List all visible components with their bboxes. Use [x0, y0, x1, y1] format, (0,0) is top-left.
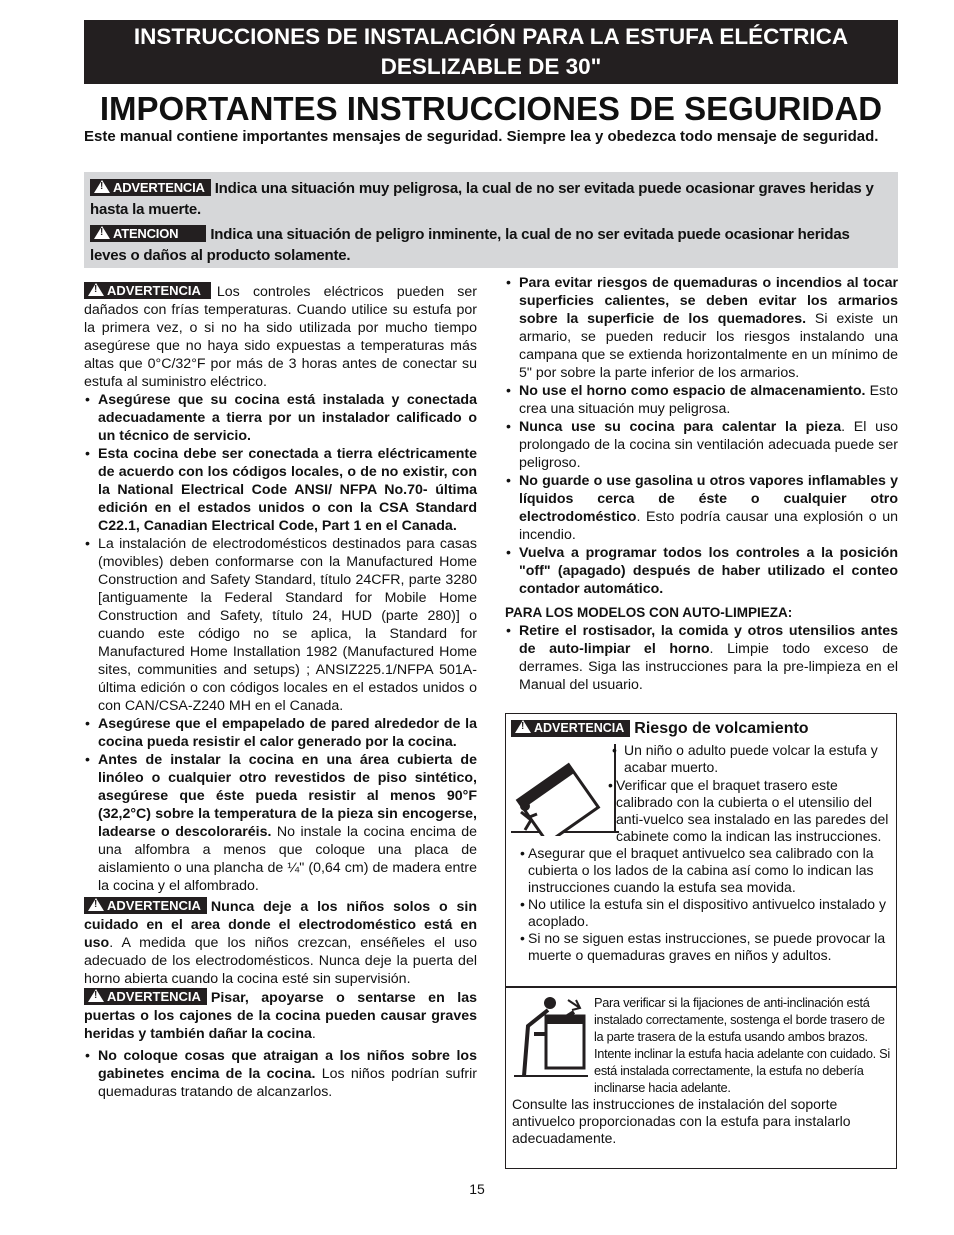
- definition-advertencia: !ADVERTENCIA Indica una situación muy peligrosa, la cual de no ser evitada puede ocasionar graves heridas y hasta la muerte.: [90, 178, 890, 220]
- tip-over-list-top: [610, 742, 894, 776]
- advertencia-label: !ADVERTENCIA: [511, 720, 630, 737]
- warning-icon: [88, 283, 104, 296]
- list-item: • Esta cocina debe ser conectada a tierra eléctricamente de acuerdo con los códigos locales, o de no existir, con la National Electrical Code ANSI/ NFPA No.70- última edición en el estados unidos o con la CSA Standard C22.1, Canadian Electrical Code, Part 1 en el Canada.: [84, 445, 477, 535]
- advertencia-label: !ADVERTENCIA: [90, 179, 211, 196]
- list-item: • Vuelva a programar todos los controles a la posición "off" (apagado) después de haber utilizado el conteo contador automático.: [505, 544, 898, 598]
- list-item: • No use el horno como espacio de almacenamiento. Esto crea una situación muy peligrosa.: [505, 382, 898, 418]
- warning-icon: [515, 720, 531, 733]
- intro-text: Este manual contiene importantes mensajes de seguridad. Siempre lea y obedezca todo mensaje de seguridad.: [84, 128, 879, 145]
- tip-over-list: [520, 777, 894, 964]
- page-number: 15: [469, 1181, 485, 1197]
- list-item: • Verificar que el braquet trasero este calibrado con la cubierta o el utensilio del anti-vuelco sea instalado en las paredes del cabinete como la indican las instrucciones.: [608, 777, 889, 844]
- advertencia-label: !ADVERTENCIA: [84, 897, 207, 914]
- tip-over-header: [511, 720, 809, 737]
- warning-icon: [94, 180, 110, 193]
- list-item: • Antes de instalar la cocina en una área cubierta de linóleo o cualquier otro revestidos de piso sintético, asegúrese que éste pueda resistir al menos 90°F (32,2°C) sobre la temperatura de la pieza sin encogerse, ladearse o descoloraréis. No instale la cocina encima de una alfombra a menos que coloque una placa de aislamiento o una plancha de ¼" (0,64 cm) de madera entre la cocina y el alfombrado.: [84, 751, 477, 895]
- list-item: • Nunca use su cocina para calentar la pieza. El uso prolongado de la cocina sin ventilación adecuada puede ser peligroso.: [505, 418, 898, 472]
- section-banner: [84, 20, 898, 84]
- warning-children: !ADVERTENCIA Nunca deje a los niños solos o sin cuidado en el area donde el electrodoméstico está en uso. A medida que los niños crezcan, enséñeles el uso adecuado de los electrodomésticos. Nunca deje la puerta del horno abierta cuando la cocina esté sin supervisión.: [84, 897, 477, 988]
- warning-icon: [88, 898, 104, 911]
- verify-paragraph: Para verificar si la fijaciones de anti-inclinación está instalado correctamente, sostenga el borde trasero de la parte trasera de la estufa usando ambos brazos. Intente inclinar la estufa hacia adelante con cuidado. Si está instalada correctamente, la estufa no debería inclinarse hacia adelante.: [594, 995, 890, 1095]
- anti-tip-verify-box: [505, 987, 897, 1169]
- right-column: [505, 274, 898, 694]
- tip-over-warning-box: [505, 713, 897, 987]
- list-item: • Retire el rostisador, la comida y otros utensilios antes de auto-limpiar el horno. Limpie todo exceso de derrames. Siga las instrucciones para la pre-limpieza en el Manual del usuario.: [505, 622, 898, 694]
- list-item: • Un niño o adulto puede volcar la estufa y acabar muerto.: [612, 742, 878, 775]
- list-item: • No utilice la estufa sin el dispositivo antivuelco instalado y acoplado.: [520, 896, 886, 929]
- verify-text: [512, 994, 892, 1147]
- list-item: • Asegúrese que el empapelado de pared alrededor de la cocina pueda resistir el calor generado por la cocina.: [84, 715, 477, 751]
- selfclean-heading: PARA LOS MODELOS CON AUTO-LIMPIEZA:: [505, 605, 793, 620]
- list-item: • Para evitar riesgos de quemaduras o incendios al tocar superficies calientes, se deben evitar los armarios sobre la superficie de los quemadores. Si existe un armario, se pueden reducir los riesgos instalando una campana que se extienda horizontalmente en un mínimo de 5" por sobre la parte inferior de los armarios.: [505, 274, 898, 382]
- warning-icon: [94, 226, 110, 239]
- banner-line-1: INSTRUCCIONES DE INSTALACIÓN PARA LA ESTUFA ELÉCTRICA: [133, 24, 849, 49]
- list-item: • No guarde o use gasolina u otros vapores inflamables y líquidos cerca de éste o cualquier otro electrodoméstico. Esto podría causar una explosión o un incendio.: [505, 472, 898, 544]
- warning-cold-temperatures: !ADVERTENCIA Los controles eléctricos pueden ser dañados con frías temperaturas. Cuando utilice su estufa por la primera vez, o si no ha sido utilizada por mucho tiempo asegúrese que no haya sido expuestas a temperaturas más altas que 0°C/32°F por más de 3 horas antes de conectar su estufa al suministro eléctrico.: [84, 282, 477, 391]
- tip-over-title: Riesgo de volcamiento: [634, 720, 809, 737]
- definition-atencion: !ATENCION Indica una situación de peligro inminente, la cual de no ser evitada puede ocasionar heridas leves o daños al producto solamente.: [90, 224, 890, 266]
- atencion-label: !ATENCION: [90, 225, 206, 242]
- warning-icon: [88, 989, 104, 1002]
- advertencia-label: !ADVERTENCIA: [84, 988, 207, 1005]
- list-item: • Asegúrese que su cocina está instalada y conectada adecuadamente a tierra por un instalador calificado o un técnico de servicio.: [84, 391, 477, 445]
- list-item: • La instalación de electrodomésticos destinados para casas (movibles) deben conformarse con la Manufactured Home Construction and Safety Standard, título 24CFR, parte 3280 [antiguamente la Federal Standard for Mobile Home Construction and Safety, título 24, HUD (parte 280)] o cuando este código no se aplica, la Standard for Manufactured Home Installation 1982 (Manufactured Home sites, communities and setups) ; ANSIZ225.1/NFPA 501A- última edición o con códigos locales en el estados unidos o con CAN/CSA-Z240 MH en el Canada.: [84, 535, 477, 715]
- verify-paragraph-2: Consulte las instrucciones de instalación del soporte antivuelco proporcionadas con la estufa para instalarlo adecuadamente.: [512, 1096, 851, 1146]
- page-title: IMPORTANTES INSTRUCCIONES DE SEGURIDAD: [99, 90, 883, 127]
- signal-definitions: [84, 172, 898, 268]
- list-item: • Si no se siguen estas instrucciones, se puede provocar la muerte o quemaduras graves en niños y adultos.: [520, 930, 886, 963]
- advertencia-label: !ADVERTENCIA: [84, 282, 211, 299]
- left-column: [84, 282, 477, 1101]
- warning-doors: !ADVERTENCIA Pisar, apoyarse o sentarse en las puertas o los cajones de la cocina pueden causar graves heridas y también dañar la cocina.: [84, 988, 477, 1043]
- list-item: • No coloque cosas que atraigan a los niños sobre los gabinetes encima de la cocina. Los niños podrían sufrir quemaduras tratando de alcanzarlos.: [84, 1047, 477, 1101]
- banner-line-2: DESLIZABLE DE 30": [380, 54, 602, 79]
- list-item: • Asegurar que el braquet antivuelco sea calibrado con la cubierta o los lados de la cabina así como lo indican las instrucciones cuando la estufa sea movida.: [520, 845, 874, 895]
